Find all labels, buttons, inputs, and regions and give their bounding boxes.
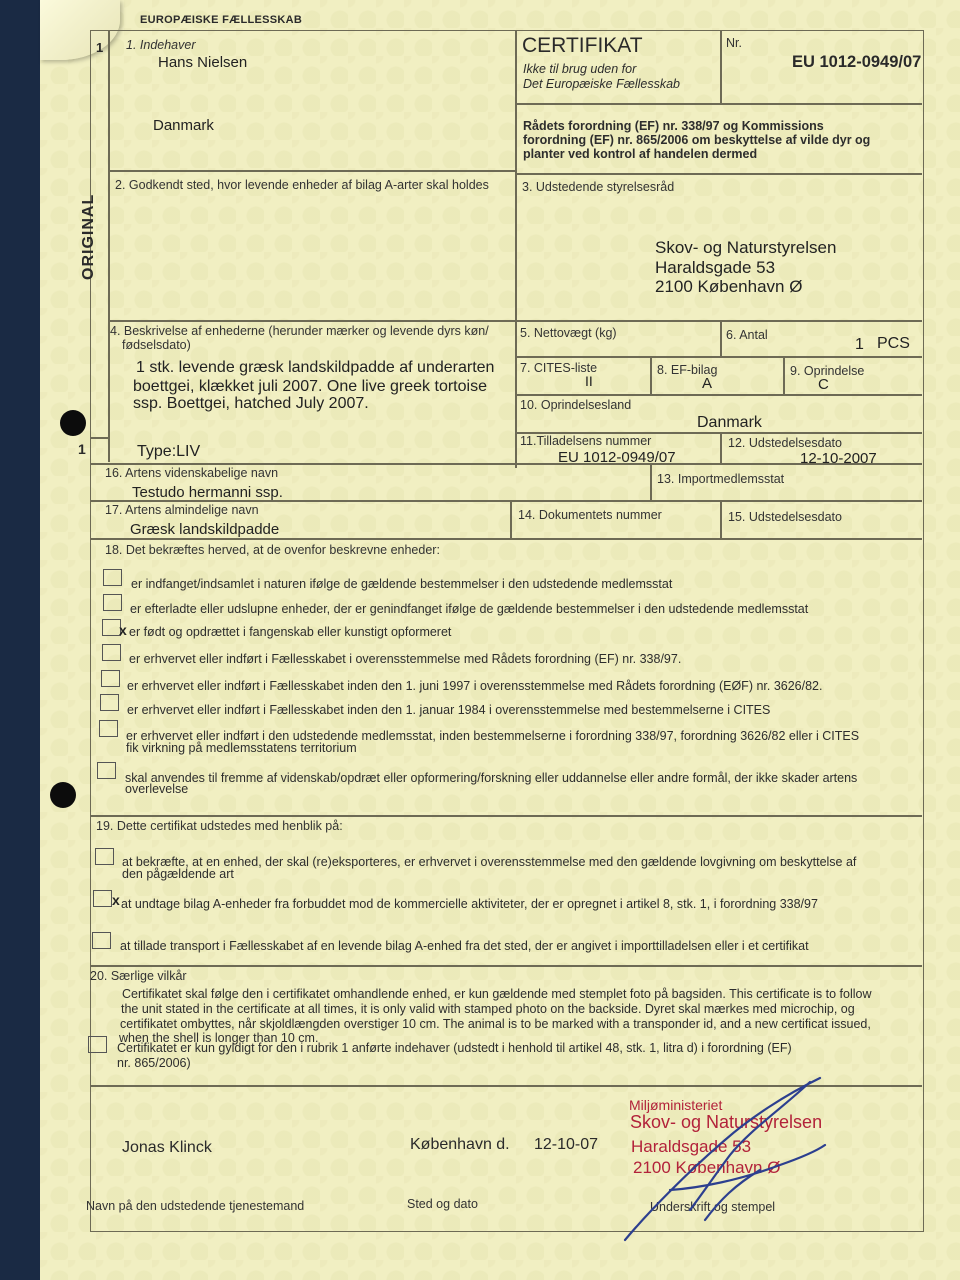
s18-text-7b: fik virkning på medlemsstatens territorium	[126, 741, 357, 755]
quantity-label: 6. Antal	[726, 328, 768, 342]
grid-line	[720, 320, 722, 356]
ef-annex-label: 8. EF-bilag	[657, 363, 718, 377]
grid-line	[720, 500, 722, 538]
issue-date-label: 12. Udstedelsesdato	[728, 436, 842, 450]
origin-country-label: 10. Oprindelsesland	[520, 398, 632, 412]
s18-text-8: skal anvendes til fremme af videnskab/opdræt eller opformering/forskning eller uddannelse eller andre formål, der ikke skader artens	[125, 771, 858, 785]
import-member-label: 13. Importmedlemsstat	[657, 472, 785, 486]
official-name-label: Navn på den udstedende tjenestemand	[86, 1199, 305, 1213]
cites-value: II	[585, 373, 593, 389]
s18-text-3: er født og opdrættet i fangenskab eller kunstigt opformeret	[129, 625, 452, 639]
s19-text-2: at undtage bilag A-enheder fra forbuddet mod de kommercielle aktiviteter, der er opregnet i artikel 8, stk. 1, i forordning 338/97	[121, 897, 818, 911]
approved-place-label: 2. Godkendt sted, hvor levende enheder af bilag A-arter skal holdes	[115, 178, 489, 192]
authority-line-2: Haraldsgade 53	[655, 258, 776, 277]
stamp-line-3: 2100 København Ø	[633, 1158, 781, 1177]
s19-text-1: at bekræfte, at en enhed, der skal (re)eksporteres, er erhvervet i overensstemmelse med den gældende lovgivning om beskyttelse af	[122, 855, 857, 869]
certificate-subtitle-2: Det Europæiske Fællesskab	[523, 77, 681, 91]
s18-text-7: er erhvervet eller indført i den udstedende medlemsstat, inden bestemmelserne i forordning 338/97, forordning 3626/82 eller i CITES	[126, 729, 860, 743]
section-18-title: 18. Det bekræftes herved, at de ovenfor beskrevne enheder:	[105, 543, 440, 557]
authority-line-1: Skov- og Naturstyrelsen	[655, 238, 837, 257]
scientific-name-label: 16. Artens videnskabelige navn	[105, 466, 279, 480]
date-value: 12-10-07	[534, 1136, 599, 1153]
grid-line	[720, 432, 722, 463]
type-value: Type:LIV	[137, 443, 201, 460]
grid-line	[783, 356, 785, 394]
left-column-divider	[108, 30, 110, 462]
s18-text-4: er erhvervet eller indført i Fællesskabet i overensstemmelse med Rådets forordning (EF) nr. 338/97.	[129, 652, 682, 666]
s19-mark-2: x	[112, 892, 120, 908]
holder-country: Danmark	[153, 117, 214, 134]
document-number-label: 14. Dokumentets nummer	[518, 508, 662, 522]
left-column-tick	[90, 437, 108, 439]
holder-name: Hans Nielsen	[158, 54, 248, 71]
stamp-line-1: Skov- og Naturstyrelsen	[630, 1112, 823, 1132]
s20-line-4: when the shell is longer than 10 cm.	[119, 1031, 319, 1045]
origin-label: 9. Oprindelse	[790, 364, 865, 378]
s19-text-3: at tillade transport i Fællesskabet af en levende bilag A-enhed fra det sted, der er angivet i importtilladelsen eller i et certifikat	[120, 939, 809, 953]
permit-number-label: 11.Tilladelsens nummer	[520, 434, 652, 448]
s18-checkbox-5[interactable]	[101, 670, 120, 687]
description-line-2: boettgei, klækket juli 2007. One live greek tortoise	[133, 378, 487, 395]
s19-checkbox-1[interactable]	[95, 848, 114, 865]
place-value: København d.	[410, 1136, 510, 1153]
grid-line	[515, 394, 922, 396]
common-name-label: 17. Artens almindelige navn	[105, 503, 259, 517]
section-19-title: 19. Dette certifikat udstedes med henblik på:	[96, 819, 343, 833]
s18-checkbox-1[interactable]	[103, 569, 122, 586]
s18-checkbox-4[interactable]	[102, 644, 121, 661]
original-label: ORIGINAL	[80, 193, 97, 280]
description-label-1: 4. Beskrivelse af enhederne (herunder mærker og levende dyrs køn/	[110, 324, 489, 338]
s18-text-2: er efterladte eller udslupne enheder, der er genindfanget ifølge de gældende bestemmelser i den udstedende medlemsstat	[130, 602, 809, 616]
s19-text-1b: den pågældende art	[122, 867, 234, 881]
signature-label: Underskrift og stempel	[650, 1200, 776, 1214]
grid-line	[108, 170, 515, 172]
s20-line-3: certifikatet ombyttes, når skjoldlængden overstiger 10 cm. The animal is to be marked with a transponder id, and a new certificat issued,	[120, 1017, 871, 1031]
s20-checkbox[interactable]	[88, 1036, 107, 1053]
ef-annex-value: A	[702, 375, 713, 392]
description-line-3: ssp. Boettgei, hatched July 2007.	[133, 395, 369, 412]
grid-line	[650, 356, 652, 394]
grid-line	[515, 103, 922, 105]
issue-date-value: 12-10-2007	[800, 450, 877, 467]
stamp-line-0: Miljøministeriet	[629, 1097, 723, 1113]
quantity-unit: PCS	[877, 335, 910, 352]
grid-line	[90, 815, 922, 817]
issue-date-2-label: 15. Udstedelsesdato	[728, 510, 842, 524]
authority-line-3: 2100 København Ø	[655, 277, 803, 296]
cites-label: 7. CITES-liste	[520, 361, 598, 375]
origin-value: C	[818, 376, 829, 393]
s20-checkbox-line-1: Certifikatet er kun gyldigt for den i rubrik 1 anførte indehaver (udstedt i henhold til artikel 48, stk. 1, litra d) i forordning (EF)	[117, 1041, 792, 1055]
s18-checkbox-7[interactable]	[99, 720, 118, 737]
authority-label: 3. Udstedende styrelsesråd	[522, 180, 675, 194]
section-20-title: 20. Særlige vilkår	[90, 969, 187, 983]
copy-number-top: 1	[96, 40, 104, 55]
scientific-name-value: Testudo hermanni ssp.	[132, 484, 283, 501]
origin-country-value: Danmark	[697, 414, 762, 431]
s19-checkbox-3[interactable]	[92, 932, 111, 949]
grid-line	[650, 463, 652, 500]
grid-line	[510, 500, 512, 538]
grid-line	[515, 356, 922, 358]
regulation-line-2: forordning (EF) nr. 865/2006 om beskyttelse af vilde dyr og	[523, 133, 871, 147]
net-weight-label: 5. Nettovægt (kg)	[520, 326, 617, 340]
stamp-line-2: Haraldsgade 53	[631, 1137, 752, 1156]
description-line-1: 1 stk. levende græsk landskildpadde af underarten	[136, 359, 495, 376]
s20-line-2: the unit stated in the certificate at all times, it is only valid with stamped photo on the backside. Dyret skal mærkes med microchip, og	[121, 1002, 855, 1016]
official-name: Jonas Klinck	[122, 1139, 212, 1156]
regulation-line-3: planter ved kontrol af handelen dermed	[523, 147, 758, 161]
quantity-value: 1	[855, 336, 864, 353]
regulation-line-1: Rådets forordning (EF) nr. 338/97 og Kommissions	[523, 119, 824, 133]
nr-label: Nr.	[726, 36, 742, 50]
s18-checkbox-2[interactable]	[103, 594, 122, 611]
grid-line	[515, 173, 922, 175]
s18-text-5: er erhvervet eller indført i Fællesskabet inden den 1. juni 1997 i overensstemmelse med Rådets forordning (EØF) nr. 3626/82.	[127, 679, 823, 693]
s20-checkbox-line-2: nr. 865/2006)	[117, 1056, 191, 1070]
s18-text-1: er indfanget/indsamlet i naturen ifølge de gældende bestemmelser i den udstedende medlemsstat	[131, 577, 673, 591]
s20-line-1: Certifikatet skal følge den i certifikatet omhandlende enhed, er kun gældende med stemplet foto på bagsiden. This certificate is to follow	[122, 987, 872, 1001]
s19-checkbox-2[interactable]	[93, 890, 112, 907]
common-name-value: Græsk landskildpadde	[130, 521, 280, 538]
punch-hole-bottom	[50, 782, 76, 808]
grid-line	[90, 965, 922, 967]
certificate-subtitle-1: Ikke til brug uden for	[523, 62, 637, 76]
holder-label: 1. Indehaver	[126, 38, 196, 52]
permit-number-value: EU 1012-0949/07	[558, 449, 676, 466]
s18-mark-3: x	[119, 622, 127, 638]
copy-number-bottom: 1	[78, 441, 86, 457]
description-label-2: fødselsdato)	[122, 338, 191, 352]
grid-line	[720, 30, 722, 103]
s18-checkbox-6[interactable]	[100, 694, 119, 711]
s18-text-8b: overlevelse	[125, 782, 189, 796]
grid-line	[90, 463, 922, 465]
place-date-label: Sted og dato	[407, 1197, 478, 1211]
s18-text-6: er erhvervet eller indført i Fællesskabet inden den 1. januar 1984 i overensstemmelse med bestemmelserne i CITES	[127, 703, 771, 717]
certificate-title: CERTIFIKAT	[522, 34, 643, 57]
header-community-label: EUROPÆISKE FÆLLESSKAB	[140, 14, 303, 26]
grid-line	[515, 30, 517, 468]
s18-checkbox-8[interactable]	[97, 762, 116, 779]
certificate-number: EU 1012-0949/07	[792, 53, 922, 71]
handwritten-signature	[610, 1070, 840, 1250]
punch-hole-top	[60, 410, 86, 436]
